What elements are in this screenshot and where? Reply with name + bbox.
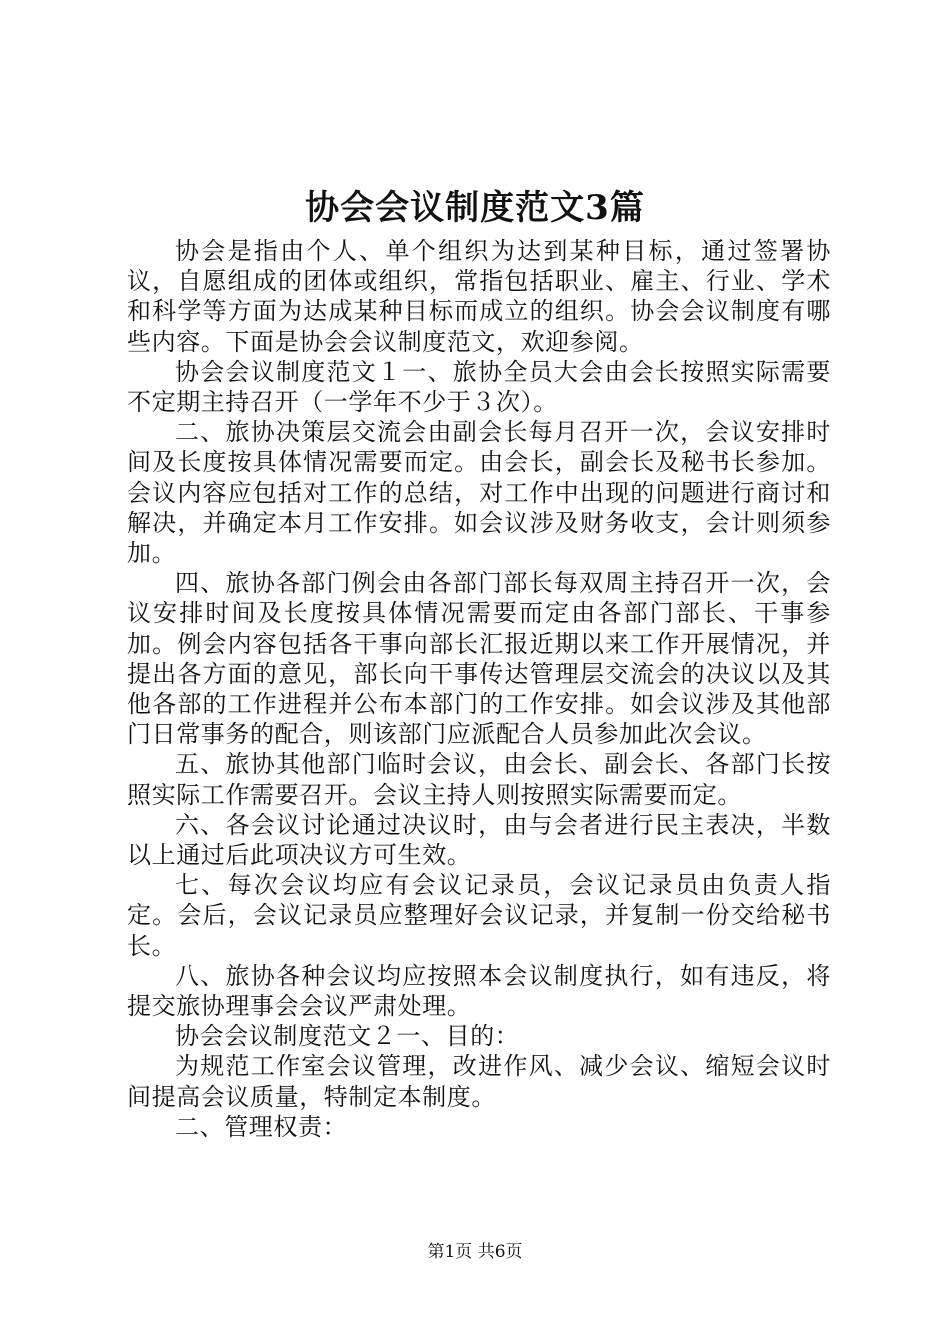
paragraph-template-1-item-1: 协会会议制度范文１一、旅协全员大会由会长按照实际需要不定期主持召开（一学年不少于３次）。 [127,357,831,417]
paragraph-item-4: 四、旅协各部门例会由各部门部长每双周主持召开一次，会议安排时间及长度按具体情况需要而定由各部门部长、干事参加。例会内容包括各干事向部长汇报近期以来工作开展情况，并提出各方面的意见，部长向干事传达管理层交流会的决议以及其他各部的工作进程并公布本部门的工作安排。如会议涉及其他部门日常事务的配合，则该部门应派配合人员参加此次会议。 [127,569,831,749]
paragraph-item-2: 二、旅协决策层交流会由副会长每月召开一次，会议安排时间及长度按具体情况需要而定。由会长，副会长及秘书长参加。会议内容应包括对工作的总结，对工作中出现的问题进行商讨和解决，并确定本月工作安排。如会议涉及财务收支，会计则须参加。 [127,418,831,568]
document-body [127,236,831,1142]
paragraph-item-5: 五、旅协其他部门临时会议，由会长、副会长、各部门长按照实际工作需要召开。会议主持人则按照实际需要而定。 [127,750,831,809]
paragraph-item-7: 七、每次会议均应有会议记录员，会议记录员由负责人指定。会后，会议记录员应整理好会议记录，并复制一份交给秘书长。 [127,871,831,960]
paragraph-intro: 协会是指由个人、单个组织为达到某种目标，通过签署协议，自愿组成的团体或组织，常指包括职业、雇主、行业、学术和科学等方面为达成某种目标而成立的组织。协会会议制度有哪些内容。下面是协会会议制度范文，欢迎参阅。 [127,237,831,356]
document-title: 协会会议制度范文3篇 [305,188,645,228]
paragraph-template-2-section-2: 二、管理权责： [175,1112,348,1141]
page-footer: 第1页 共6页 [427,1242,523,1262]
paragraph-template-2-heading: 协会会议制度范文２一、目的： [175,1022,520,1051]
paragraph-template-2-purpose: 为规范工作室会议管理，改进作风、减少会议、缩短会议时间提高会议质量，特制定本制度。 [127,1052,831,1111]
paragraph-item-6: 六、各会议讨论通过决议时，由与会者进行民主表决，半数以上通过后此项决议方可生效。 [127,810,831,870]
paragraph-item-8: 八、旅协各种会议均应按照本会议制度执行，如有违反，将提交旅协理事会会议严肃处理。 [127,961,831,1021]
